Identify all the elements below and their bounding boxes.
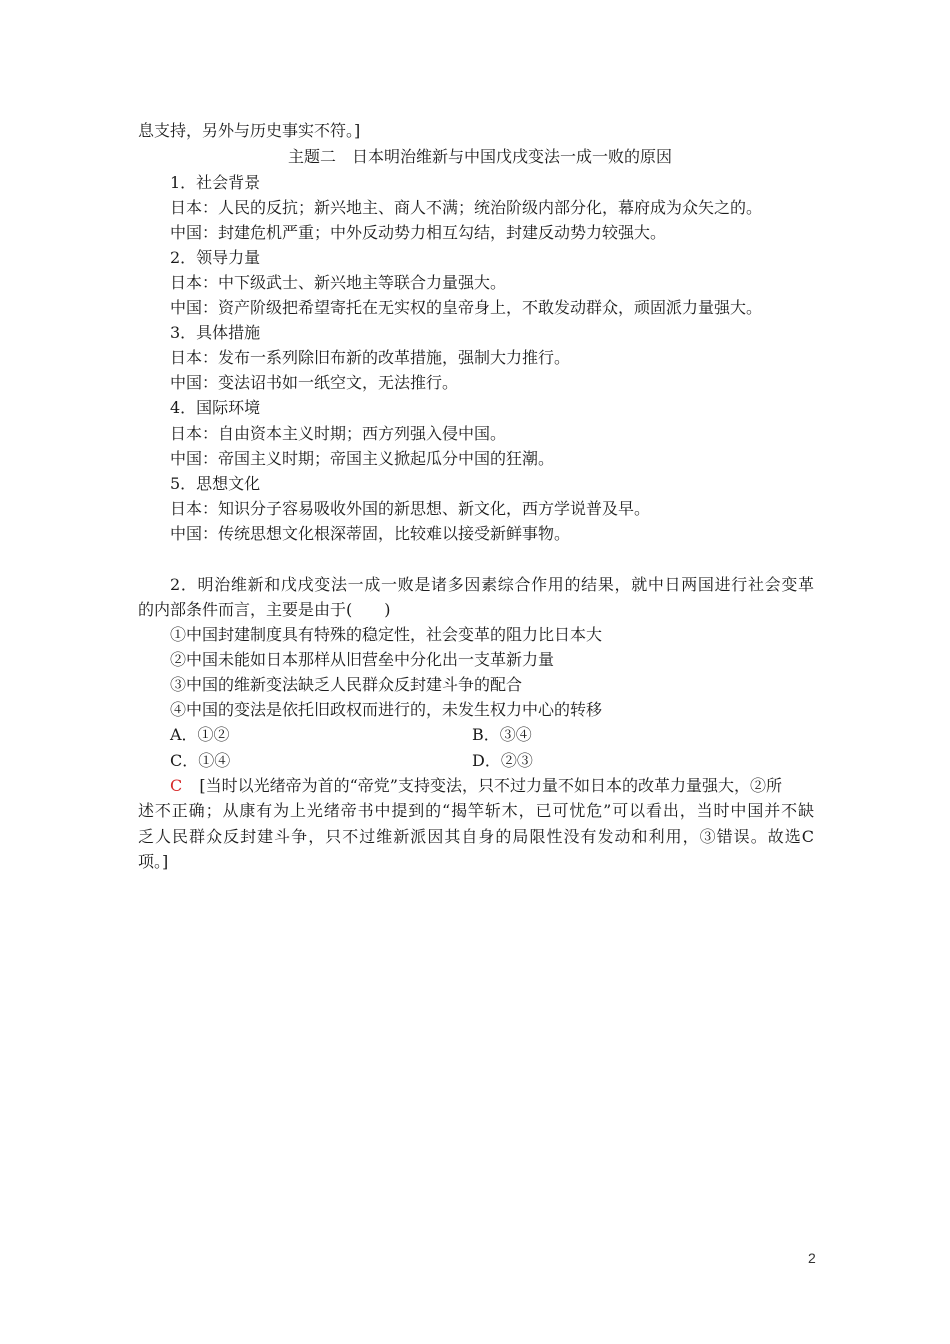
section-china: 中国：帝国主义时期；帝国主义掀起瓜分中国的狂潮。 — [170, 449, 555, 468]
section-japan: 日本：自由资本主义时期；西方列强入侵中国。 — [170, 424, 507, 443]
section-heading: 2．领导力量 — [170, 248, 261, 267]
explanation-line: [当时以光绪帝为首的“帝党”支持变法，只不过力量不如日本的改革力量强大，②所 — [199, 776, 782, 795]
section-china: 中国：封建危机严重；中外反动势力相互勾结，封建反动势力较强大。 — [170, 223, 667, 242]
section-china: 中国：资产阶级把希望寄托在无实权的皇帝身上，不敢发动群众，顽固派力量强大。 — [170, 298, 763, 317]
option-b: B．③④ — [472, 725, 532, 744]
section-china: 中国：变法诏书如一纸空文，无法推行。 — [170, 373, 459, 392]
option-a: A．①② — [170, 725, 230, 744]
question-item: ②中国未能如日本那样从旧营垒中分化出一支革新力量 — [170, 650, 555, 669]
explanation-line: 述不正确；从康有为上光绪帝书中提到的“揭竿斩木，已可忧危”可以看出，当时中国并不缺 — [138, 801, 814, 820]
question-item: ①中国封建制度具有特殊的稳定性，社会变革的阻力比日本大 — [170, 625, 603, 644]
section-heading: 4．国际环境 — [170, 398, 261, 417]
section-heading: 3．具体措施 — [170, 323, 261, 342]
option-c: C．①④ — [170, 751, 231, 770]
explanation-line: 乏人民群众反封建斗争，只不过维新派因其自身的局限性没有发动和利用，③错误。故选C — [138, 827, 814, 846]
question-stem: 2．明治维新和戊戌变法一成一败是诸多因素综合作用的结果，就中日两国进行社会变革 — [170, 575, 814, 594]
explanation-line: 项。] — [138, 852, 169, 871]
section-china: 中国：传统思想文化根深蒂固，比较难以接受新鲜事物。 — [170, 524, 571, 543]
answer-letter: C — [170, 776, 183, 795]
section-heading: 5．思想文化 — [170, 474, 261, 493]
section-japan: 日本：人民的反抗；新兴地主、商人不满；统治阶级内部分化，幕府成为众矢之的。 — [170, 198, 763, 217]
option-d: D．②③ — [472, 751, 533, 770]
question-item: ③中国的维新变法缺乏人民群众反封建斗争的配合 — [170, 675, 523, 694]
continuation-text: 息支持，另外与历史事实不符。] — [138, 121, 361, 140]
question-item: ④中国的变法是依托旧政权而进行的，未发生权力中心的转移 — [170, 700, 603, 719]
section-japan: 日本：中下级武士、新兴地主等联合力量强大。 — [170, 273, 507, 292]
section-heading: 1．社会背景 — [170, 173, 261, 192]
section-japan: 日本：发布一系列除旧布新的改革措施，强制大力推行。 — [170, 348, 571, 367]
question-stem-continued: 的内部条件而言，主要是由于( ) — [138, 600, 391, 619]
page-number: 2 — [808, 1250, 816, 1266]
section-japan: 日本：知识分子容易吸收外国的新思想、新文化，西方学说普及早。 — [170, 499, 651, 518]
answer-explanation — [170, 775, 814, 797]
topic-title: 主题二 日本明治维新与中国戊戌变法一成一败的原因 — [288, 147, 673, 166]
